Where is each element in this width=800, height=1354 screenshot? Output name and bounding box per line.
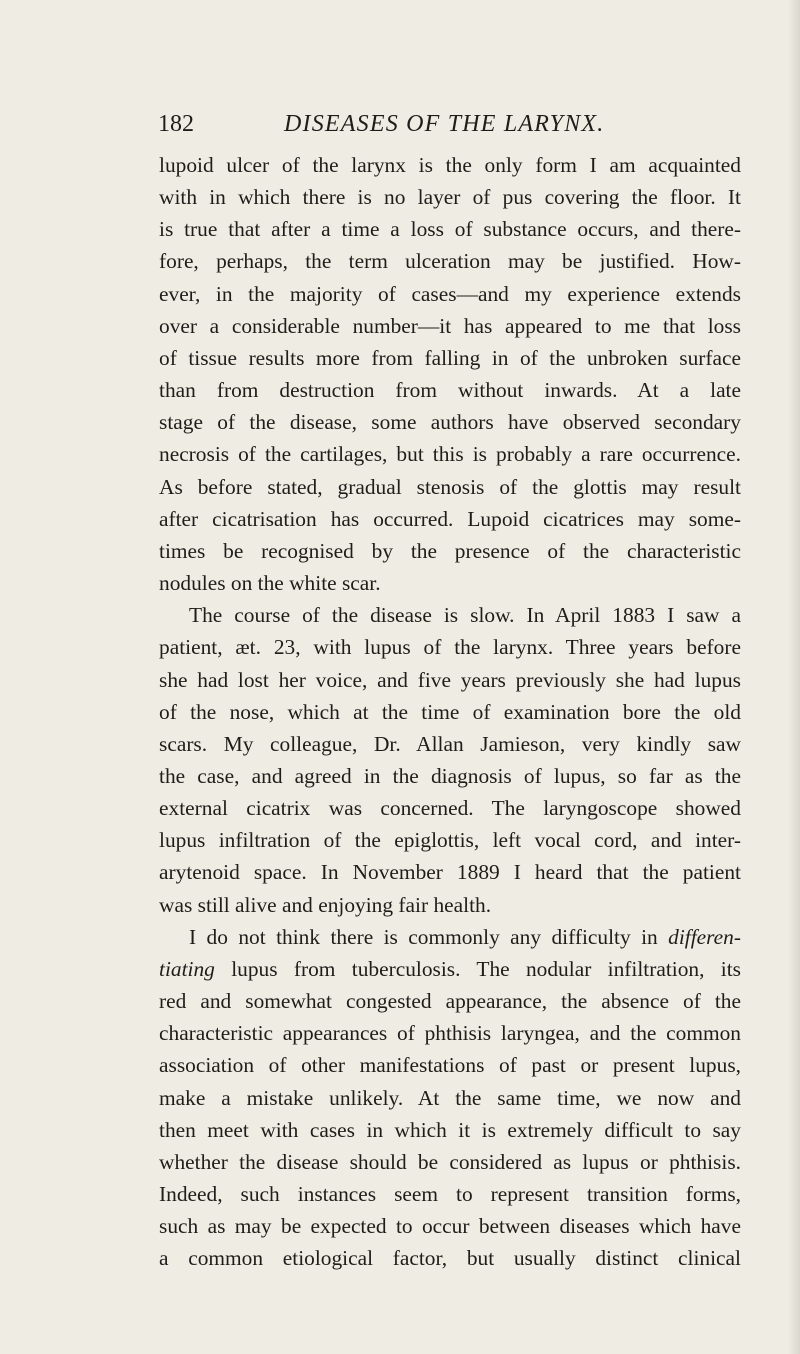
text-line: a common etiological factor, but usually distinct clinical	[159, 1246, 741, 1271]
text-line: whether the disease should be considered as lupus or phthisis.	[159, 1149, 741, 1174]
running-head	[158, 108, 738, 140]
text-line: of tissue results more from falling in of the unbroken surface	[159, 345, 741, 370]
text-line: association of other manifestations of past or present lupus,	[159, 1053, 741, 1078]
italic-word-part: tiating	[159, 956, 215, 981]
text-line: than from destruction from without inwards. At a late	[159, 378, 741, 403]
text-line: ever, in the majority of cases—and my experience extends	[159, 281, 741, 306]
text-line: necrosis of the cartilages, but this is probably a rare occurrence.	[159, 442, 741, 467]
text-line: is true that after a time a loss of substance occurs, and there-	[159, 217, 741, 242]
text-line: of the nose, which at the time of examination bore the old	[159, 699, 741, 724]
text-line: times be recognised by the presence of the characteristic	[159, 538, 741, 563]
page-number: 182	[158, 111, 194, 137]
text-line: after cicatrisation has occurred. Lupoid cicatrices may some-	[159, 506, 741, 531]
text-line: characteristic appearances of phthisis laryngea, and the common	[159, 1021, 741, 1046]
text-fragment: I do not think there is commonly any difficulty in	[189, 924, 669, 949]
text-line: As before stated, gradual stenosis of the glottis may result	[159, 474, 741, 499]
text-line: over a considerable number—it has appeared to me that loss	[159, 313, 741, 338]
body-text	[159, 149, 741, 1274]
text-line: patient, æt. 23, with lupus of the larynx. Three years before	[159, 635, 741, 660]
text-line-with-italic	[159, 953, 741, 985]
text-line: lupoid ulcer of the larynx is the only form I am acquainted	[159, 153, 741, 177]
text-fragment: lupus from tuberculosis. The nodular infiltration, its	[231, 956, 741, 981]
text-line: such as may be expected to occur between diseases which have	[159, 1214, 741, 1239]
text-line: arytenoid space. In November 1889 I heard that the patient	[159, 860, 741, 885]
text-line: stage of the disease, some authors have observed secondary	[159, 410, 741, 435]
italic-word-part: differen-	[668, 924, 741, 949]
page-edge-shadow	[788, 0, 800, 1354]
text-line: Indeed, such instances seem to represent transition forms,	[159, 1182, 741, 1206]
text-line: she had lost her voice, and five years previously she had lupus	[159, 667, 741, 692]
text-line: external cicatrix was concerned. The laryngoscope showed	[159, 796, 741, 821]
text-line-with-italic	[159, 921, 741, 953]
text-line: scars. My colleague, Dr. Allan Jamieson, very kindly saw	[159, 731, 741, 756]
running-title: DISEASES OF THE LARYNX.	[284, 111, 605, 137]
text-line: make a mistake unlikely. At the same time, we now and	[159, 1085, 741, 1110]
text-line: fore, perhaps, the term ulceration may be justified. How-	[159, 249, 741, 274]
text-line: The course of the disease is slow. In April 1883 I saw a	[189, 603, 741, 628]
text-line: with in which there is no layer of pus covering the floor. It	[159, 185, 741, 210]
text-line: red and somewhat congested appearance, the absence of the	[159, 989, 741, 1014]
text-line: then meet with cases in which it is extremely difficult to say	[159, 1117, 741, 1142]
text-line: the case, and agreed in the diagnosis of lupus, so far as the	[159, 763, 741, 788]
text-line: was still alive and enjoying fair health.	[159, 892, 492, 917]
text-line: nodules on the white scar.	[159, 571, 381, 596]
text-line: lupus infiltration of the epiglottis, left vocal cord, and inter-	[159, 828, 741, 853]
